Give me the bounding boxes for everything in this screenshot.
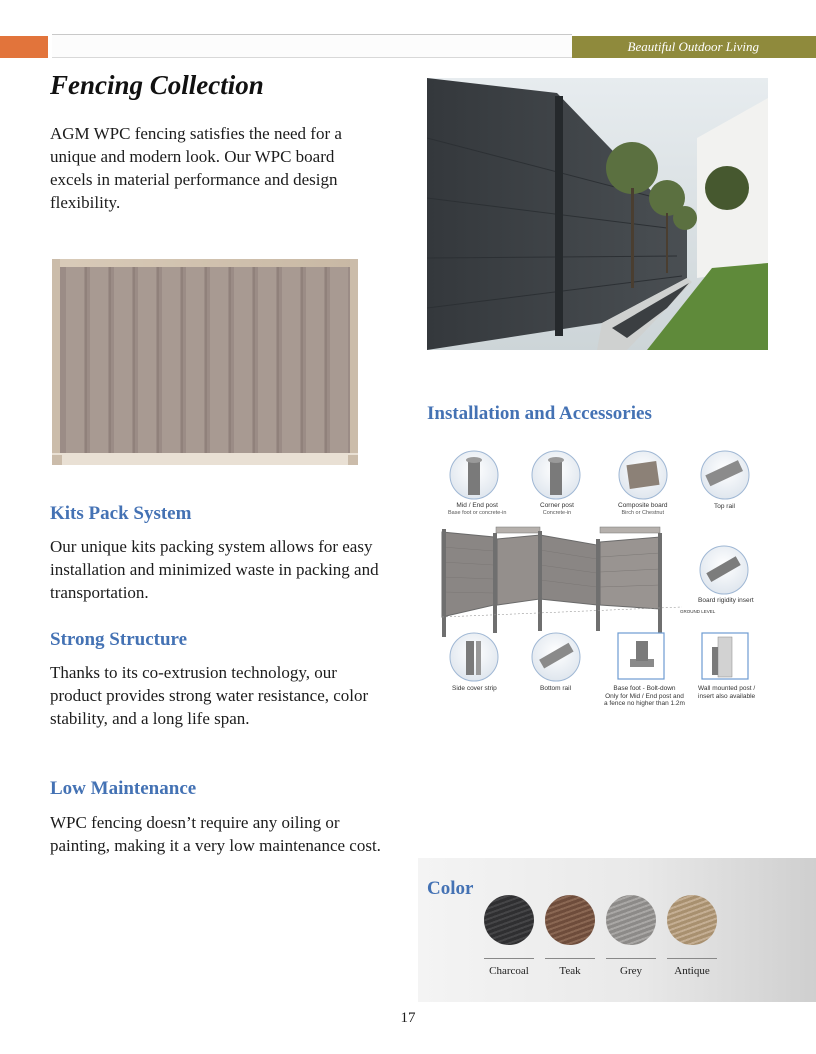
section-heading-strong-structure: Strong Structure xyxy=(50,629,188,650)
label-ground-level: GROUND LEVEL xyxy=(680,609,716,614)
installation-heading: Installation and Accessories xyxy=(427,403,652,424)
swatch-divider xyxy=(545,958,595,959)
swatch-grey xyxy=(606,895,656,945)
label-mid-end-post: Mid / End post Base foot or concrete-in xyxy=(448,502,507,516)
section-heading-low-maintenance: Low Maintenance xyxy=(50,778,197,799)
label-bottom-rail: Bottom rail xyxy=(540,685,572,692)
section-body-kits-pack: Our unique kits packing system allows for easy installation and minimized waste in packing and transportation. xyxy=(50,537,379,602)
swatch-charcoal xyxy=(484,895,534,945)
swatch-label-grey: Grey xyxy=(620,965,642,977)
swatch-label-teak: Teak xyxy=(559,965,581,977)
swatch-label-charcoal: Charcoal xyxy=(489,965,529,977)
section-body-low-maintenance: WPC fencing doesn’t require any oiling or painting, making it a very low maintenance cost. xyxy=(50,813,381,855)
fence-panel-image xyxy=(52,259,358,465)
page-title: Fencing Collection xyxy=(50,70,264,100)
label-corner-post: Corner post Concrete-in xyxy=(540,502,574,516)
swatch-divider xyxy=(667,958,717,959)
section-heading-kits-pack: Kits Pack System xyxy=(50,503,192,524)
label-wall-mounted-post: Wall mounted post / insert also available xyxy=(698,685,756,700)
page-number: 17 xyxy=(400,1010,416,1026)
header-rule xyxy=(52,34,572,58)
color-heading: Color xyxy=(427,878,474,899)
section-body-strong-structure: Thanks to its co-extrusion technology, our product provides strong water resistance, color stability, and a long life span. xyxy=(50,663,369,728)
swatch-divider xyxy=(606,958,656,959)
label-board-rigidity-insert: Board rigidity insert xyxy=(698,597,754,604)
label-side-cover-strip: Side cover strip xyxy=(452,685,497,692)
swatch-teak xyxy=(545,895,595,945)
label-base-foot: Base foot - Bolt-down Only for Mid / End post and a fence no higher than 1.2m xyxy=(604,685,685,707)
color-card xyxy=(418,858,816,1002)
header-tagline: Beautiful Outdoor Living xyxy=(572,36,816,58)
intro-paragraph: AGM WPC fencing satisfies the need for a unique and modern look. Our WPC board excels in material performance and design flexibility. xyxy=(50,124,342,212)
label-composite-board: Composite board Birch or Chestnut xyxy=(618,502,668,516)
fence-installation-photo xyxy=(427,78,768,350)
label-top-rail: Top rail xyxy=(714,503,735,510)
swatch-antique xyxy=(667,895,717,945)
swatch-label-antique: Antique xyxy=(674,965,710,977)
swatch-divider xyxy=(484,958,534,959)
header-accent-orange xyxy=(0,36,48,58)
installation-diagram xyxy=(432,447,762,739)
